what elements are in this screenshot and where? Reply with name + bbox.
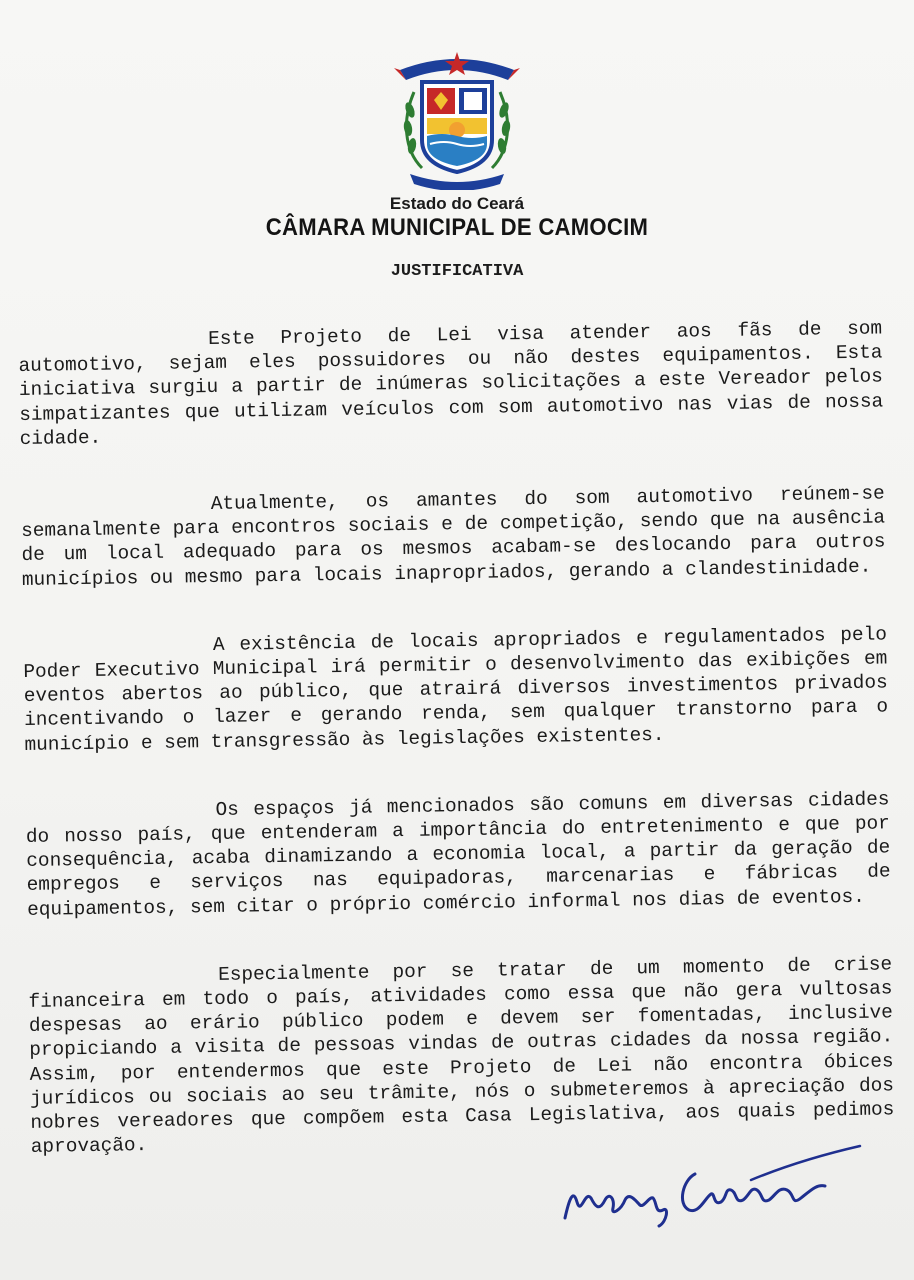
paragraph: Especialmente por se tratar de um momento de crise financeira em todo o país, atividades como essa que não gera vultosas despesas ao erário público podem e devem ser fomentadas, inclusive propiciando a visita de pessoas vindas de outras cidades da nossa região. Assim, por entendermos que este Projeto de Lei não encontra óbices jurídicos ou sociais ao seu trâmite, nós o submeteremos à apreciação dos nobres vereadores que compõem esta Casa Legislativa, aos quais pedimos aprovação. <box>28 953 895 1159</box>
document-body <box>18 316 895 1159</box>
paragraph: Este Projeto de Lei visa atender aos fãs de som automotivo, sejam eles possuidores ou não destes equipamentos. Esta iniciativa surgiu a partir de inúmeras solicitações a este Vereador pelos simpatizantes que utilizam veículos com som automotivo nas vias de nossa cidade. <box>18 317 884 450</box>
state-name: Estado do Ceará <box>389 194 525 213</box>
paragraph: Os espaços já mencionados são comuns em diversas cidades do nosso país, que entenderam a importância do entretenimento e que por consequência, acaba dinamizando a economia local, a partir da geração de empregos e serviços nas equipadoras, marcenarias e fábricas de equipamentos, sem citar o próprio comércio informal nos dias de eventos. <box>25 788 891 921</box>
chamber-name: CÂMARA MUNICIPAL DE CAMOCIM <box>265 214 649 241</box>
paragraph: A existência de locais apropriados e regulamentados pelo Poder Executivo Municipal irá permitir o desenvolvimento das exibições em eventos abertos ao público, que atrairá diversos investimentos privados incentivando o lazer e gerando renda, sem qualquer transtorno para o município e sem transgressão às legislações existentes. <box>23 623 889 756</box>
handwritten-signature <box>555 1140 875 1230</box>
paragraph: Atualmente, os amantes do som automotivo reúnem-se semanalmente para encontros sociais e de competição, sendo que na ausência de um local adequado para os mesmos acabam-se deslocando para outros municípios ou mesmo para locais inapropriados, gerando a clandestinidade. <box>20 482 886 591</box>
coat-of-arms-icon <box>392 40 522 190</box>
letterhead <box>0 40 914 242</box>
document-title: JUSTIFICATIVA <box>390 262 524 281</box>
